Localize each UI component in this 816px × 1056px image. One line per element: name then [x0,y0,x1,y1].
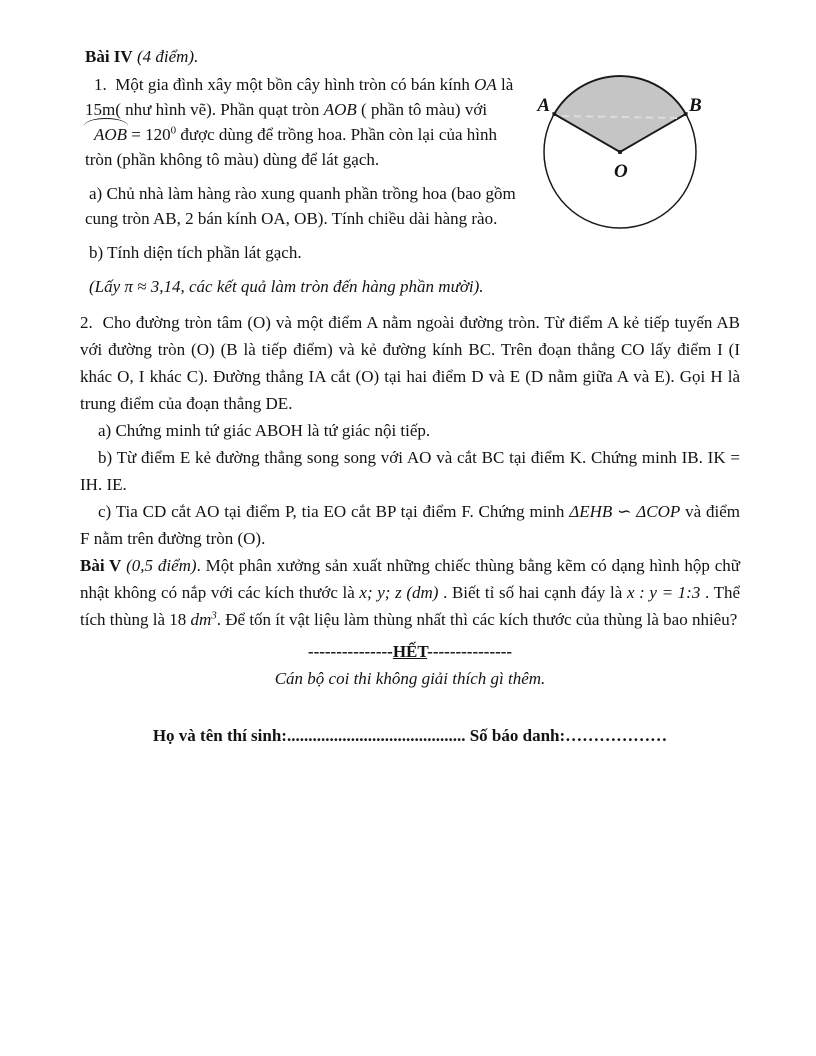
math-triangle-cop: ΔCOP [636,502,681,521]
label-a: A [537,95,550,116]
text-run: được dùng để trồng hoa. Phần còn lại của hình tròn (phần không tô màu) dùng để lát gạch. [85,125,497,169]
candidate-name-dots: .......................................... [286,726,466,745]
part-2-item-b: b) Từ điểm E kẻ đường thẳng song song với AO và cắt BC tại điểm K. Chứng minh IB. IK = IH. IE. [80,448,740,494]
end-label: HẾT [392,642,428,661]
circle-figure-svg [530,74,740,242]
problem-4-item-b: b) Tính diện tích phần lát gạch. [89,243,302,262]
text-run: là 15m( như hình vẽ). Phần quạt tròn [85,75,514,119]
math-triangle-ehb: ΔEHB [569,502,613,521]
cubed-superscript: 3 [211,609,217,622]
math-aob: AOB [323,100,357,119]
dash-run: --------------- [427,642,513,661]
part-2-item-a: a) Chứng minh tứ giác ABOH là tứ giác nội tiếp. [98,421,431,440]
math-dm: dm [190,610,212,629]
math-xyz: x; y; z (dm) [359,583,439,602]
point-o-dot [618,150,622,154]
end-of-exam-line [80,639,740,665]
degree-superscript: 0 [170,124,177,137]
text-run: . Một phân xưởng sản xuất những chiếc thùng bằng kẽm có dạng hình hộp chữ nhật không có nắp với các kích thước là [80,556,740,602]
text-run: . Để tốn ít vật liệu làm thùng nhất thì các kích thước của thùng là bao nhiêu? [216,610,738,629]
sector-aob [554,76,686,152]
dash-run: --------------- [307,642,393,661]
text-run: ( phần tô màu) với [356,100,488,119]
problem-4-points: (4 điểm). [132,47,199,66]
math-oa: OA [474,75,497,94]
candidate-info-line [80,722,740,749]
problem-4-rounding-note: (Lấy π ≈ 3,14, các kết quả làm tròn đến hàng phần mười). [89,277,484,296]
candidate-name-label: Họ và tên thí sinh: [152,726,287,745]
point-b-dot [684,112,688,116]
problem-4-section [80,72,740,299]
point-a-dot [552,112,556,116]
circle-figure [530,74,740,242]
similarity-symbol: ∽ [612,502,637,521]
problem-4-heading [80,44,740,69]
proctor-note: Cán bộ coi thi không giải thích gì thêm. [274,669,546,688]
problem-5-paragraph [80,552,740,633]
problem-4-label: Bài IV [85,47,133,66]
problem-5-label: Bài V [80,556,122,575]
text-run: . Biết tỉ số hai cạnh đáy là [438,583,627,602]
text-run: và điểm F nằm trên đường tròn (O). [80,502,740,548]
text-run: c) Tia CD cắt AO tại điểm P, tia EO cắt BP tại điểm F. Chứng minh [98,502,570,521]
problem-4-item-a: a) Chủ nhà làm hàng rào xung quanh phần trồng hoa (bao gồm cung tròn AB, 2 bán kính OA, OB). Tính chiều dài hàng rào. [85,184,516,228]
math-ratio: x : y = 1:3 [626,583,701,602]
text-run: 1. Một gia đình xây một bồn cây hình tròn có bán kính [94,75,475,94]
part-2-item-c [80,498,740,552]
text-run: = 120 [127,125,171,144]
problem-4-part-2-intro: 2. Cho đường tròn tâm (O) và một điểm A nằm ngoài đường tròn. Từ điểm A kẻ tiếp tuyến AB với đường tròn (O) (B là tiếp điểm) và kẻ đường kính BC. Trên đoạn thẳng CO lấy điểm I (I khác O, I khác C). Đường thẳng IA cắt (O) tại hai điểm D và E (D nằm giữa A và E). Gọi H là trung điểm của đoạn thẳng DE. [80,313,740,413]
label-b: B [689,95,702,116]
math-arc-aob: AOB [85,122,127,147]
registration-number-label: Số báo danh: [465,726,566,745]
text-run: . Thể tích thùng là 18 [80,583,740,629]
registration-number-dots: ……………… [565,726,668,745]
label-o: O [614,161,628,182]
problem-5-points: (0,5 điểm) [121,556,197,575]
